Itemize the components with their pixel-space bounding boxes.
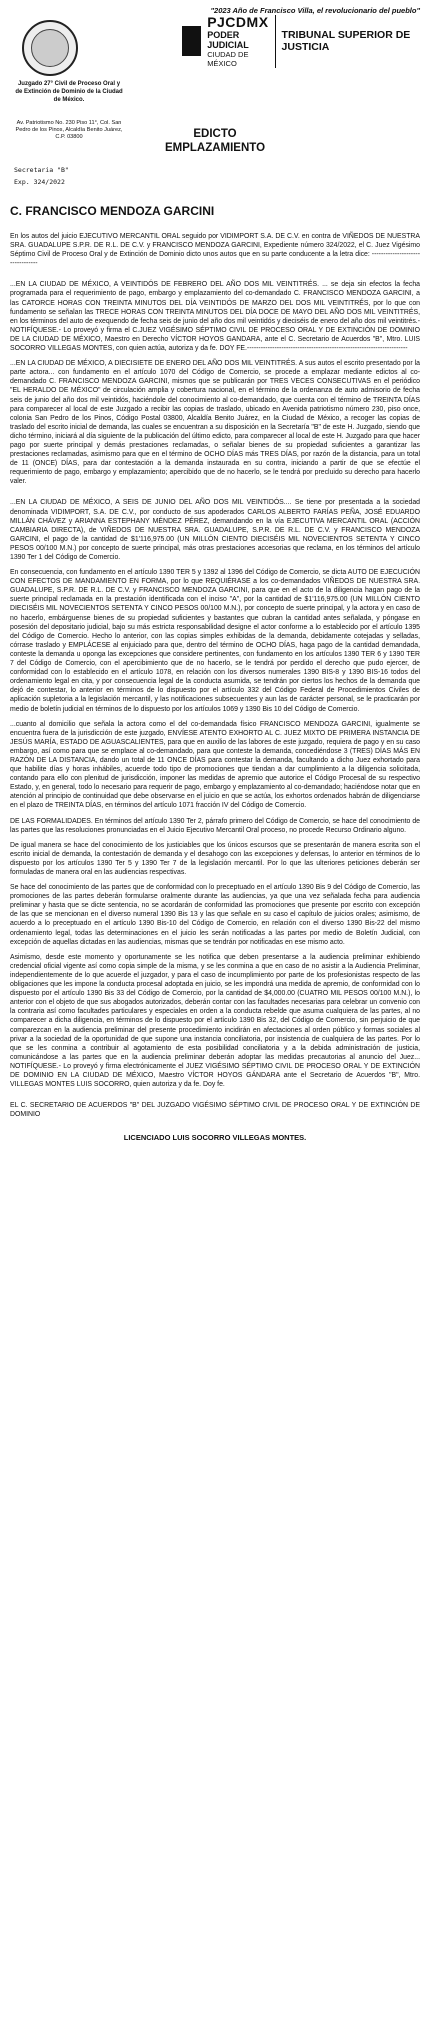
paragraph: ...cuanto al domicilio que señala la actora como el del co-demandada físico FRANCISCO MENDOZA GARCINI, igualmente se encuentra fuera de la jurisdicción de este juzgado, ENVÍESE ATENTO EXHORTO AL C. JUEZ MIXTO DE PRIMERA INSTANCIA DE JESÚS MARÍA, ESTADO DE AGUASCALIENTES, para que en auxilio de las labores de este juzgado, requiera de pago y en su caso embargo, así como para que se emplace al co-demandado, para que conteste la demanda, concediéndose 3 (TRES) DÍAS MÁS EN RAZÓN DE LA DISTANCIA, dando un total de 11 ONCE DÍAS para contestar la demanda, facultando a dicho Juez exhortado para que habilite días y horas inhábiles, acuerde todo tipo de promociones que tiendan a dar cumplimiento a la diligencia solicitada, contando para ello con plenitud de jurisdicción, imponer las medidas de apremio que autorice el Código Procesal de su respectivo Estado, y, en general, todo lo necesario para requerir de pago, embargo y emplazamiento al co-demandado; haciéndose notar que en atención al principio de continuidad que debe observarse en el juicio en que se actúa, los exhortos ordenados habrán de diligenciarse en el plazo de TREINTA DÍAS, en términos del artículo 1071 fracción IV del Código de Comercio. <box>10 720 420 810</box>
pjcdmx-logo <box>182 13 414 68</box>
expediente-number: Exp. 324/2022 <box>14 178 65 186</box>
paragraph: Asimismo, desde este momento y oportunamente se les notifica que deben presentarse a la audiencia preliminar exhibiendo credencial oficial vigente así como copia simple de la misma, y se les conmina a que en caso de no asistir a la Audiencia Preliminar, independientemente de lo que acuerde el juzgador, y para el caso de incumplimiento por parte de los profesionistas respecto de las obligaciones que les impone la conducta procesal adoptada en juicio, se les impondrá una medida de apremio, de conformidad con lo dispuesto por el artículo 1390 Bis 33 del Código de Comercio, por la cantidad de $4,000.00 (CUATRO MIL PESOS 00/100 M.N.), lo anterior con el objeto de que sus abogados autorizados, deberán contar con las facultades necesarias para celebrar un convenio con la contraria así como facultades particulares y especiales en orden a la conducta rebelde que asuma cualquiera de las partes, al no comparecer a dicha diligencia, en términos de lo dispuesto por el artículo 1390 Bis 32, del Código de Comercio, sin perjuicio de que comparezcan en la audiencia preliminar del presente procedimiento incidirán en afectaciones al orden público y formas sociales al privar a la sociedad de la oportunidad de que supone una instancia conciliatoria, por insistencia de cualquiera de las partes. Por lo que se les conmina a contribuir al agotamiento de esta posibilidad conciliatoria y a la debida administración de justicia, comunicándose a las partes que en la audiencia preliminar deberán adoptar las medidas precautorias al anuncio del Juez... NOTIFÍQUESE.- Lo proveyó y firma electrónicamente el JUEZ VIGÉSIMO SÉPTIMO CIVIL DE PROCESO ORAL Y DE EXTINCIÓN DE DOMINIO EN LA CIUDAD DE MÉXICO, Maestro VÍCTOR HOYOS GÁNDARA ante el Secretario de Acuerdos "B", Mtro. VILLEGAS MONTES LUIS SOCORRO, quien autoriza y da fe. Doy fe. <box>10 953 420 1089</box>
secretaria-label: Secretaria "B" <box>14 166 69 174</box>
paragraph: EL C. SECRETARIO DE ACUERDOS "B" DEL JUZGADO VIGÉSIMO SÉPTIMO CIVIL DE PROCESO ORAL Y DE EXTINCIÓN DE DOMINIO <box>10 1102 420 1119</box>
motto: "2023 Año de Francisco Villa, el revolucionario del pueblo" <box>210 6 420 15</box>
logo-city: CIUDAD DE MÉXICO <box>207 49 249 68</box>
signature-name: LICENCIADO LUIS SOCORRO VILLEGAS MONTES. <box>123 1133 307 1143</box>
paragraph: ...EN LA CIUDAD DE MÉXICO, A DIECISIETE DE ENERO DEL AÑO DOS MIL VEINTITRÉS. A sus autos el escrito presentado por la parte actora... con fundamento en el artículo 1070 del Código de Comercio, se procede a emplazar mediante edictos al co-demandado C. FRANCISCO MENDOZA GARCINI, mismos que se publicarán por TRES VECES CONSECUTIVAS en el periódico "EL HERALDO DE MÉXICO" de circulación amplia y cobertura nacional, en el término de la ordenanza de auto admisorio de fecha seis de junio del año dos mil veintidós, haciéndole del conocimiento al co-demandado, que cuenta con el término de TREINTA DÍAS para comparecer al local de este Juzgado a recibir las copias de traslado, ubicado en Avenida patriotismo número 230, piso once, colonia San Pedro de los Pinos, Código Postal 03800, Alcaldía Benito Juárez, en la Ciudad de México, a recoger las copias de traslado del escrito inicial de demanda, las cuales se encuentran a su disposición en la Secretaría "B" de este H. Juzgado, siendo que dicho término, iniciará al día siguiente de la publicación del último edicto, para comparecer al local de este H. Juzgado para que hacer pago por suerte principal y demás prestaciones reclamadas, o señalar bienes de su propiedad suficientes a garantizar las prestaciones reclamadas, asimismo para que en el término de OCHO DÍAS más TRES DÍAS, por razón de la distancia, para un total de 11 (ONCE) DÍAS, para dar contestación a la demanda instaurada en su contra, iniciando a partir de que se efectúe el requerimiento de pago, embargo y emplazamiento; apercibido que de no hacerlo, se le tendrá por precluido su derecho para hacerlo valer. <box>10 360 420 486</box>
paragraph: DE LAS FORMALIDADES. En términos del artículo 1390 Ter 2, párrafo primero del Código de Comercio, se hace del conocimiento de las partes que las resoluciones pronunciadas en el Juicio Ejecutivo Mercantil Oral proceso, no procede Recurso Ordinario alguno. <box>10 817 420 834</box>
court-seal-icon <box>22 20 78 76</box>
court-address: Av. Patriotismo No. 230 Piso 11°, Col. San Pedro de los Pinos, Alcaldía Benito Juárez, C.P. 03800 <box>15 120 123 140</box>
paragraph: Se hace del conocimiento de las partes que de conformidad con lo preceptuado en el artículo 1390 Bis 9 del Código de Comercio, las promociones de las partes deberán formularse oralmente durante las audiencias, ya que una vez señalada fecha para audiencia preliminar y hasta que se dicte sentencia, no se acordarán de conformidad las promociones que presente por escrito con excepción de las que se mencionan en el diverso numeral 1390 Bis 13 y las que señale en su caso el capítulo de juicios orales; asimismo, de acuerdo a lo preceptuado en el artículo 1390 Bis-10 del Código de Comercio, en relación con el diverso 1390 Bis-22 del mismo ordenamiento legal, todas las determinaciones en el juicio les serán notificadas a las partes por medio de Boletín Judicial, con excepción de aquellas dictadas en las audiencias, mismas que se tendrán por notificadas en ese mismo acto. <box>10 884 420 946</box>
recipient-name: C. FRANCISCO MENDOZA GARCINI <box>10 204 215 218</box>
paragraph: En los autos del juicio EJECUTIVO MERCANTIL ORAL seguido por VIDIMPORT S.A. DE C.V. en contra de VIÑEDOS DE NUESTRA SRA. GUADALUPE S.P.R. DE R.L. DE C.V. y FRANCISCO MENDOZA GARCINI, Expediente número 324/2022, el C. Juez Vigésimo Séptimo Civil de Proceso Oral y de Extinción de Dominio dicto unos autos que en su parte conducente a la letra dice: --------------------------------- <box>10 233 420 268</box>
paragraph: ...EN LA CIUDAD DE MÉXICO, A SEIS DE JUNIO DEL AÑO DOS MIL VEINTIDÓS.... Se tiene por presentada a la sociedad denominada VIDIMPORT, S.A. DE C.V., por conducto de sus apoderados CARLOS ALBERTO FARÍAS PEÑA, JOSÉ EDUARDO MILLÁN CHÁVEZ y ARIANNA ESTEPHANY MÉNDEZ PÉREZ, demandando en la vía EJECUTIVA MERCANTIL ORAL (ACCIÓN CAMBIARIA DIRECTA), de VIÑEDOS DE NUESTRA SRA. GUADALUPE, S.P.R. DE R.L. DE C.V. y FRANCISCO MENDOZA GARCINI, el pago de la cantidad de $1'116,975.00 (UN MILLÓN CIENTO DIECISÉIS MIL NOVECIENTOS SETENTA Y CINCO PESOS 00/100 M.N.) por concepto de suerte principal, más otras prestaciones accesorias que reclama, en los términos del artículo 1390 Ter 1 del Código de Comercio. <box>10 499 420 561</box>
edict-subtitle: EMPLAZAMIENTO <box>164 142 266 154</box>
logo-cdmx: PJCDMX <box>207 13 269 30</box>
document-header <box>10 13 420 186</box>
pjcdmx-mark-icon <box>182 26 201 56</box>
court-name: Juzgado 27° Civil de Proceso Oral y de Extinción de Dominio de la Ciudad de México. <box>15 81 123 103</box>
edict-title: EDICTO <box>193 128 237 140</box>
edict-body <box>10 232 420 1119</box>
logo-tribunal: TRIBUNAL SUPERIOR DE JUSTICIA <box>281 29 411 53</box>
paragraph: ...EN LA CIUDAD DE MÉXICO, A VEINTIDÓS DE FEBRERO DEL AÑO DOS MIL VEINTITRÉS. ... se deja sin efectos la fecha programada para el requerimiento de pago, embargo y emplazamiento del co-demandado C. FRANCISCO MENDOZA GARCINI, a las CATORCE HORAS CON TREINTA MINUTOS DEL DÍA VEINTIDÓS DE MARZO DEL DOS MIL VEINTITRÉS, por lo que con fundamento se señalan las TRECE HORAS CON TREINTA MINUTOS DEL DÍA DOCE DE MAYO DEL AÑO DOS MIL VEINTITRÉS, en los términos del auto de exequendo de fecha seis de junio del año dos mil veintidós y dieciséis de enero del año dos mil veintitrés.- NOTIFÍQUESE.- Lo proveyó y firma el C.JUEZ VIGÉSIMO SÉPTIMO CIVIL DE PROCESO ORAL Y DE EXTINCIÓN DE DOMINIO DE LA CIUDAD DE MÉXICO, Maestro en Derecho VÍCTOR HOYOS GANDARA, ante el C. Secretario de Acuerdos "B", Mtro. LUIS SOCORRO VILLEGAS MONTES, con quien actúa, autoriza y da fe. DOY FE.---------------------------------------------------------------------- <box>10 281 420 353</box>
logo-poder-judicial: PODER JUDICIAL <box>207 29 249 50</box>
paragraph: En consecuencia, con fundamento en el artículo 1390 TER 5 y 1392 al 1396 del Código de Comercio, se dicta AUTO DE EJECUCIÓN CON EFECTOS DE MANDAMIENTO EN FORMA, por lo que REQUIÉRASE a los co-demandados VIÑEDOS DE NUESTRA SRA. GUADALUPE, S.P.R. DE R.L. DE C.V. y FRANCISCO MENDOZA GARCINI, para que en el acto de la diligencia hagan pago de la suerte principal reclamada en la prestación identificada con el inciso "A", por la cantidad de $1'116,975.00 (UN MILLÓN CIENTO DIECISÉIS MIL NOVECIENTOS SETENTA Y CINCO PESOS 00/100 M.N.), por concepto de suerte principal, y la actora y en caso de no hacerlo, embárguense bienes de su propiedad suficientes y bastantes que cubran la cantidad antes señalada, y póngase en posesión del depositario judicial, bajo su más estricta responsabilidad designe el actor conforme a lo establecido por el artículo 1395 del Código de Comercio. Hecho lo anterior, con las copias simples exhibidas de la demanda, debidamente cotejadas y selladas, córrase traslado y EMPLÁCESE al enjuiciado para que, dentro del término de OCHO DÍAS, haga pago de la cantidad demandada, conteste la demanda u oponga las excepciones que considere pertinentes, con fundamento en los artículos 1390 TER 6 y 1390 TER 7 del Código de Comercio, con el apercibimiento que de no hacerlo, se le tendrá por perdido el derecho que pudo ejercer, de conformidad con lo establecido en el artículo 1078, en relación con los diversos numerales 1390 BIS-8 y 1390 BIS-16 todos del ordenamiento legal en cita, y por consecuencia legal de la conducta asumida, se tendrán por ciertos los hechos de la demanda que dejó de contestar, lo anterior en términos de lo dispuesto por el artículo 332 del Código Federal de Procedimientos Civiles de aplicación supletoria a la legislación mercantil, y las notificaciones subsecuentes y aun las de carácter personal, se le practicarán por medio de boletín judicial en términos de lo dispuesto por los artículos 1069 y 1390 Bis 10 del Código de Comercio. <box>10 569 420 713</box>
paragraph: De igual manera se hace del conocimiento de los justiciables que los únicos escursos que se presentarán de manera escrita son el escrito inicial de demanda, la contestación de demanda y el desahogo con las excepciones y defensas, lo anterior en términos de lo dispuesto por los artículos 1390 Ter 5 y 1390 Ter 7 de la legislación mercantil. Por lo que las ulteriores peticiones deberán ser formuladas de manera oral en las audiencias respectivas. <box>10 841 420 876</box>
